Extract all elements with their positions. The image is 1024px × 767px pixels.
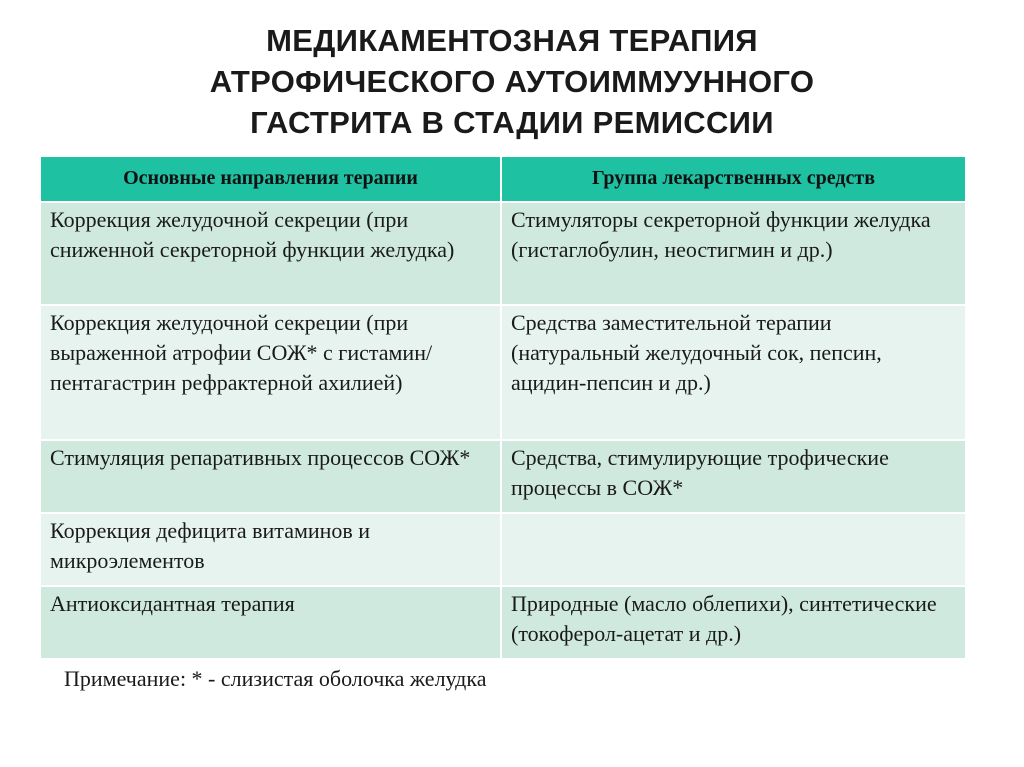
header-drug-groups: Группа лекарственных средств xyxy=(501,156,966,202)
table-row xyxy=(40,202,966,305)
table-cell-direction: Антиоксидантная терапия xyxy=(40,586,501,659)
table-cell-drug-group: Природные (масло облепихи), синтетические (токоферол-ацетат и др.) xyxy=(501,586,966,659)
table-row xyxy=(40,440,966,513)
title-line-2: АТРОФИЧЕСКОГО АУТОИММУУННОГО xyxy=(209,64,815,99)
table-cell-direction: Коррекция дефицита витаминов и микроэлементов xyxy=(40,513,501,586)
table-cell-direction: Стимуляция репаративных процессов СОЖ* xyxy=(40,440,501,513)
table-cell-drug-group: Средства заместительной терапии (натуральный желудочный сок, пепсин, ацидин-пепсин и др.) xyxy=(501,305,966,440)
title-line-1: МЕДИКАМЕНТОЗНАЯ ТЕРАПИЯ xyxy=(266,23,758,58)
footnote: Примечание: * - слизистая оболочка желудка xyxy=(64,666,487,691)
title-line-3: ГАСТРИТА В СТАДИИ РЕМИССИИ xyxy=(250,105,774,140)
header-directions: Основные направления терапии xyxy=(40,156,501,202)
table-cell-drug-group xyxy=(501,513,966,586)
table-row xyxy=(40,586,966,659)
page-title xyxy=(0,20,1024,143)
table-cell-direction: Коррекция желудочной секреции (при сниженной секреторной функции желудка) xyxy=(40,202,501,305)
therapy-table xyxy=(40,156,966,659)
table-cell-drug-group: Стимуляторы секреторной функции желудка (гистаглобулин, неостигмин и др.) xyxy=(501,202,966,305)
table-header-row xyxy=(40,156,966,202)
table-cell-drug-group: Средства, стимулирующие трофические процессы в СОЖ* xyxy=(501,440,966,513)
table-cell-direction: Коррекция желудочной секреции (при выраженной атрофии СОЖ* с гистамин/пентагастрин рефрактерной ахилией) xyxy=(40,305,501,440)
table-row xyxy=(40,305,966,440)
table-row xyxy=(40,513,966,586)
